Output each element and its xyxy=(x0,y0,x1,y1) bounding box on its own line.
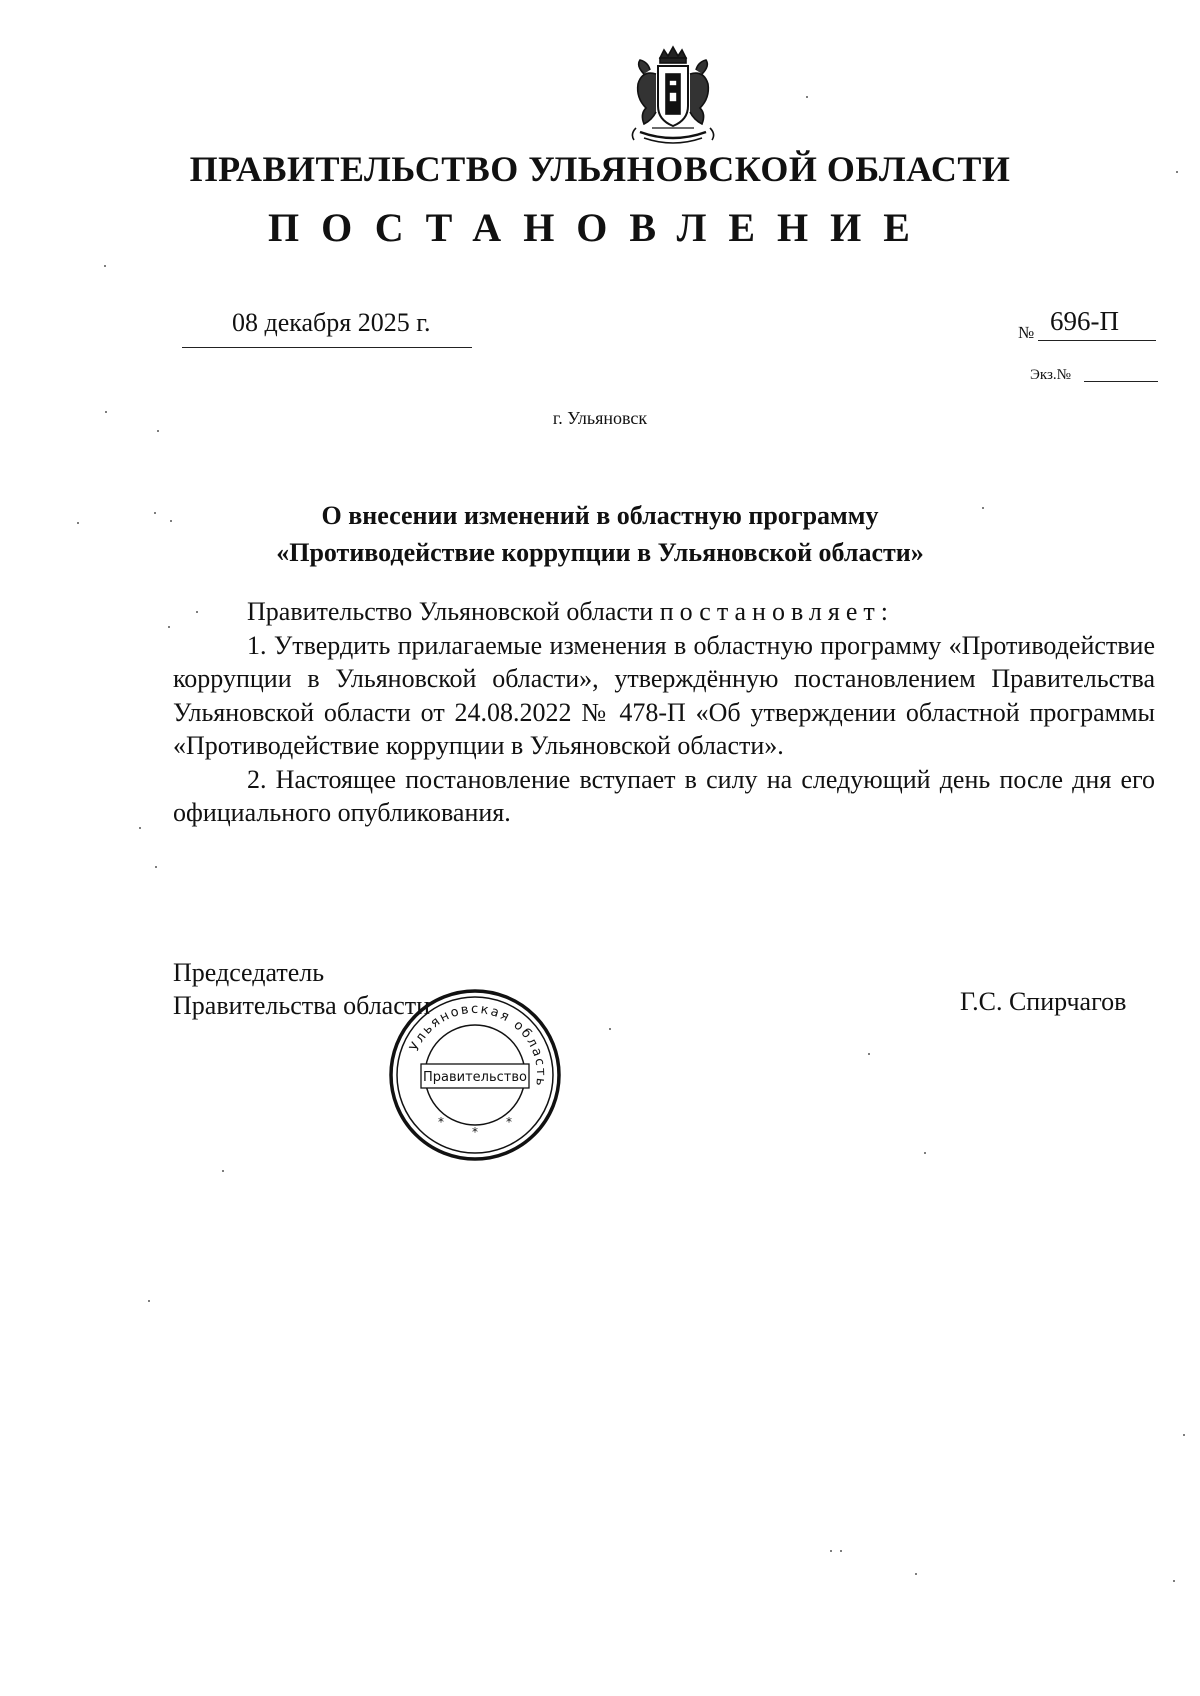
document-body xyxy=(173,595,1155,830)
preamble xyxy=(173,595,1155,629)
government-name: ПРАВИТЕЛЬСТВО УЛЬЯНОВСКОЙ ОБЛАСТИ xyxy=(189,149,1011,189)
coat-of-arms-icon xyxy=(622,44,724,150)
seal-ring-text: Ульяновская область xyxy=(407,1001,549,1089)
date-underline xyxy=(182,347,472,348)
svg-text:*: * xyxy=(506,1115,512,1129)
document-date: 08 декабря 2025 г. xyxy=(232,308,431,337)
preamble-subject: Правительство Ульяновской области xyxy=(247,597,654,626)
signer-name: Г.С. Спирчагов xyxy=(960,987,1127,1016)
document-number: 696-П xyxy=(1050,306,1119,336)
official-seal-stamp xyxy=(386,986,564,1164)
svg-text:*: * xyxy=(472,1125,478,1139)
number-underline xyxy=(1038,340,1156,341)
clause-1: 1. Утвердить прилагаемые изменения в областную программу «Противодействие коррупции в Ульяновской области», утверждённую постановлением Правительства Ульяновской области от 24.08.2022 № 478-П «Об утверждении областной программы «Противодействие коррупции в Ульяновской области». xyxy=(173,630,1155,760)
subject-line-2: «Противодействие коррупции в Ульяновской области» xyxy=(276,538,924,567)
copy-number-underline xyxy=(1084,381,1158,382)
svg-text:*: * xyxy=(438,1115,444,1129)
document-subject xyxy=(0,497,1200,571)
preamble-verb: постановляет: xyxy=(659,597,894,626)
seal-center-text: Правительство xyxy=(423,1070,527,1085)
document-type-title: ПОСТАНОВЛЕНИЕ xyxy=(268,205,932,250)
clause-2: 2. Настоящее постановление вступает в силу на следующий день после дня его официального опубликования. xyxy=(173,764,1155,827)
city-name: г. Ульяновск xyxy=(552,408,648,428)
copy-number-label: Экз.№ xyxy=(1030,367,1071,383)
number-sign: № xyxy=(1018,323,1035,342)
subject-line-1: О внесении изменений в областную программу xyxy=(321,501,879,530)
signer-position-line-2: Правительства области xyxy=(173,991,431,1020)
signer-position-line-1: Председатель xyxy=(173,958,325,987)
